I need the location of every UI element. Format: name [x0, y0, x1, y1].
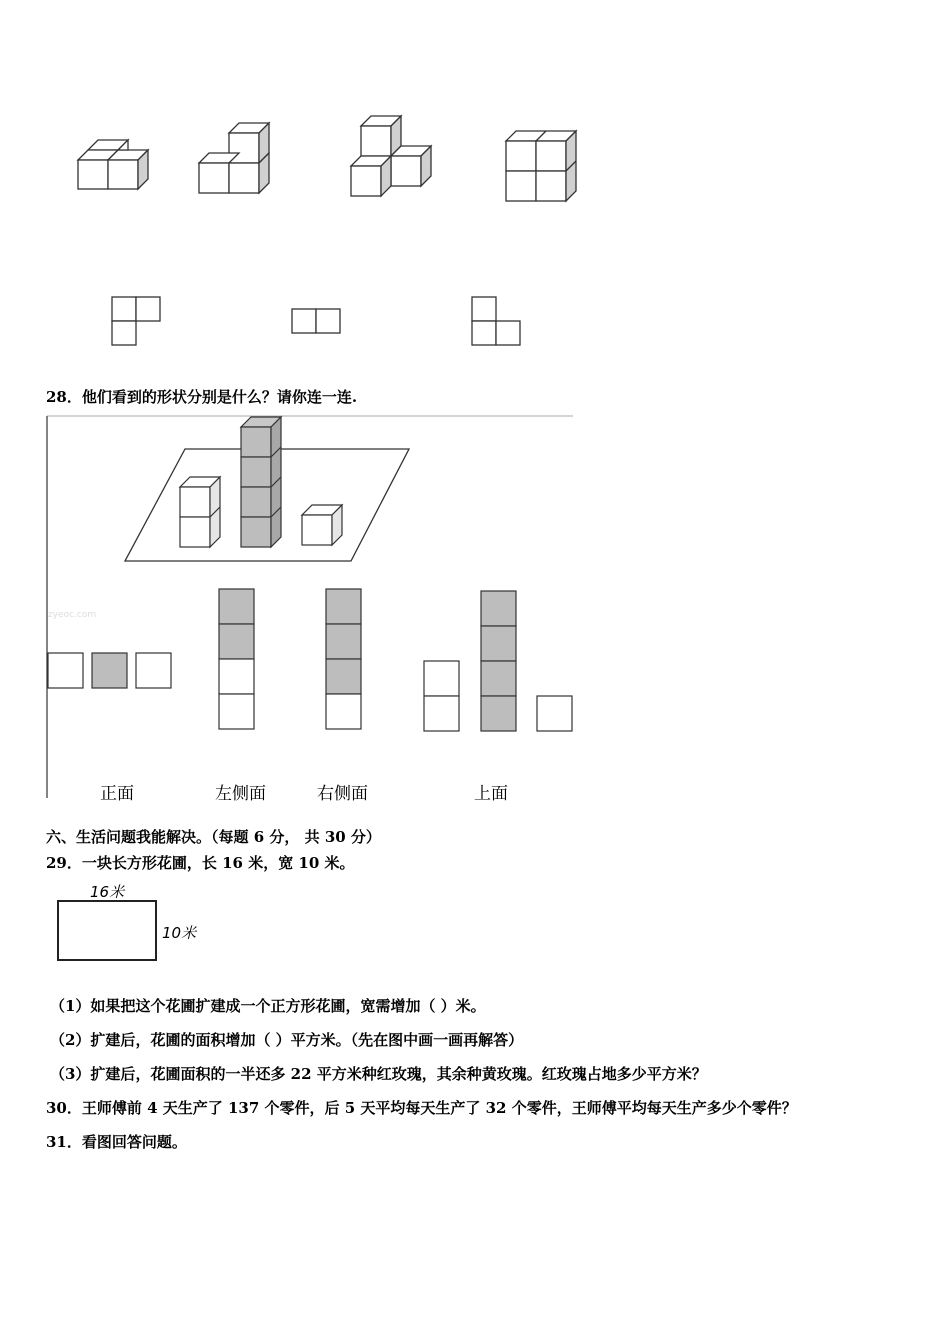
garden-rectangle — [57, 900, 157, 961]
base-plane — [125, 449, 409, 561]
cube-group-1 — [78, 140, 148, 189]
question-29-sub3: （3）扩建后，花圃面积的一半还多 22 平方米种红玫瑰，其余种黄玫瑰。红玫瑰占地多少平方米？ — [50, 1065, 707, 1083]
label-right-side: 右侧面 — [317, 784, 368, 804]
view-top — [424, 591, 572, 731]
question-31-text: 31．看图回答问题。 — [46, 1133, 187, 1151]
watermark: zyeoc.com — [48, 610, 97, 620]
view-front — [48, 653, 171, 688]
plan-shape-b — [292, 309, 340, 333]
length-label: 16米 — [90, 883, 125, 901]
question-29-sub1: （1）如果把这个花圃扩建成一个正方形花圃，宽需增加（ ）米。 — [50, 997, 486, 1015]
section-6-heading: 六、生活问题我能解决。（每题 6 分， 共 30 分） — [46, 828, 381, 846]
question-30-text: 30．王师傅前 4 天生产了 137 个零件，后 5 天平均每天生产了 32 个零件，王师傅平均每天生产多少个零件？ — [46, 1099, 797, 1117]
plan-shape-c — [472, 297, 520, 345]
label-left-side: 左侧面 — [215, 784, 266, 804]
cube-group-2 — [199, 123, 269, 193]
view-right — [326, 589, 361, 729]
stack-four-cubes — [241, 417, 281, 547]
plan-shape-a — [112, 297, 160, 345]
question-29-text: 29．一块长方形花圃，长 16 米，宽 10 米。 — [46, 854, 355, 872]
stack-two-cubes — [180, 477, 220, 547]
question-29-sub2: （2）扩建后，花圃的面积增加（ ）平方米。（先在图中画一画再解答） — [50, 1031, 524, 1049]
label-top: 上面 — [474, 784, 508, 804]
view-left — [219, 589, 254, 729]
label-front: 正面 — [100, 784, 134, 804]
question-28-text: 28．他们看到的形状分别是什么？请你连一连. — [46, 388, 358, 406]
width-label: 10米 — [162, 924, 197, 942]
cube-group-3 — [351, 116, 431, 196]
cube-group-4 — [506, 131, 576, 201]
single-cube — [302, 505, 342, 545]
top-figures — [0, 0, 950, 380]
